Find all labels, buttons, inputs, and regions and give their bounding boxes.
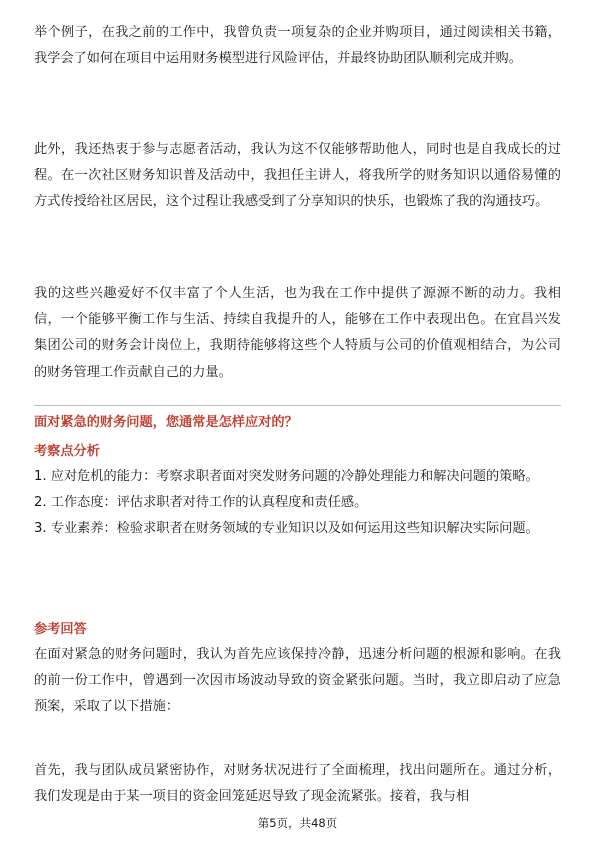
paragraph-text: 举个例子，在我之前的工作中，我曾负责一项复杂的企业并购项目，通过阅读相关书籍，我学会了如何在项目中运用财务模型进行风险评估，并最终协助团队顺利完成并购。 (34, 25, 561, 67)
body-paragraph-2 (34, 137, 561, 216)
answer-paragraph: 首先，我与团队成员紧密协作，对财务状况进行了全面梳理，找出问题所在。通过分析，我们发现是由于某一项目的资金回笼延迟导致了现金流紧张。接着，我与相 (34, 763, 561, 805)
body-paragraph-1 (34, 20, 561, 72)
analysis-item: 1. 应对危机的能力：考察求职者面对突发财务问题的冷静处理能力和解决问题的策略。 (34, 469, 539, 484)
page-number-footer: 第5页，共48页 (257, 816, 338, 830)
paragraph-text: 此外，我还热衷于参与志愿者活动，我认为这不仅能够帮助他人，同时也是自我成长的过程。在一次社区财务知识普及活动中，我担任主讲人，将我所学的财务知识以通俗易懂的方式传授给社区居民，这个过程让我感受到了分享知识的快乐，也锻炼了我的沟通技巧。 (34, 142, 561, 210)
analysis-title: 考察点分析 (34, 444, 100, 459)
question-heading: 面对紧急的财务问题，您通常是怎样应对的？ (34, 415, 298, 430)
answer-paragraph: 在面对紧急的财务问题时，我认为首先应该保持冷静，迅速分析问题的根源和影响。在我的前一份工作中，曾遇到一次因市场波动导致的资金紧张问题。当时，我立即启动了应急预案，采取了以下措施： (34, 647, 561, 715)
answer-title: 参考回答 (34, 622, 87, 637)
paragraph-text: 我的这些兴趣爱好不仅丰富了个人生活，也为我在工作中提供了源源不断的动力。我相信，一个能够平衡工作与生活、持续自我提升的人，能够在工作中表现出色。在宜昌兴发集团公司的财务会计岗位上，我期待能够将这些个人特质与公司的价值观相结合，为公司的财务管理工作贡献自己的力量。 (34, 286, 561, 380)
analysis-item: 3. 专业素养：检验求职者在财务领域的专业知识以及如何运用这些知识解决实际问题。 (34, 521, 539, 537)
analysis-section (34, 440, 561, 543)
question-block (34, 410, 561, 436)
body-paragraph-3 (34, 281, 561, 386)
answer-section (34, 618, 561, 721)
section-divider (34, 405, 561, 406)
answer-continuation (34, 758, 561, 810)
analysis-item: 2. 工作态度：评估求职者对待工作的认真程度和责任感。 (34, 495, 368, 511)
